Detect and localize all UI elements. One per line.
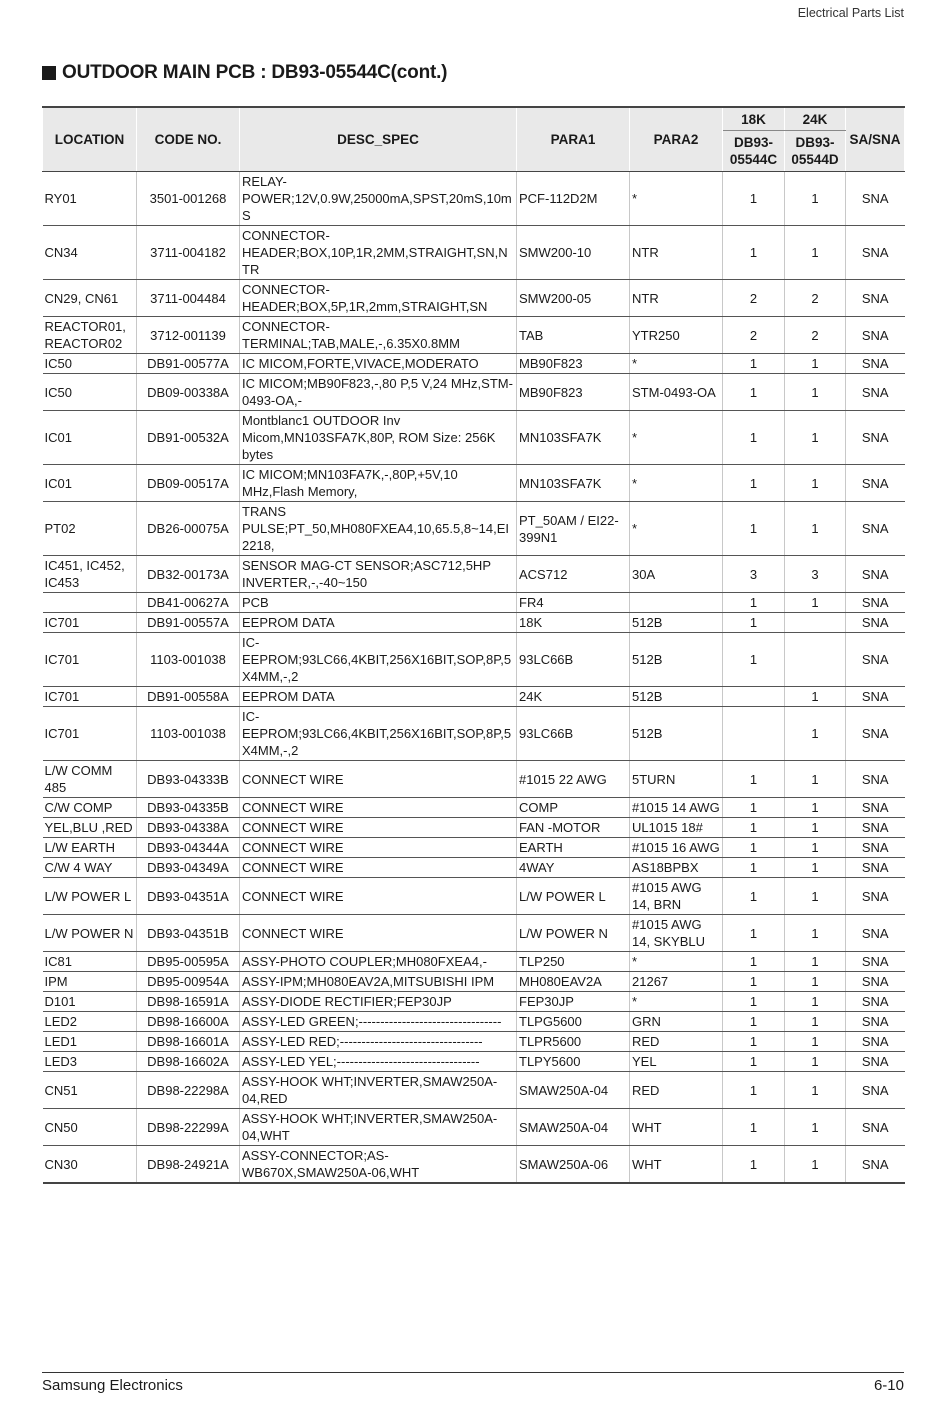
cell-location: IC50 bbox=[43, 374, 137, 411]
cell-location: IC701 bbox=[43, 613, 137, 633]
cell-para1: SMAW250A-04 bbox=[517, 1072, 630, 1109]
column-header-sa-sna: SA/SNA bbox=[846, 107, 905, 172]
cell-code-no: DB26-00075A bbox=[137, 502, 240, 556]
cell-qty-18k: 1 bbox=[723, 502, 785, 556]
cell-desc-spec: CONNECT WIRE bbox=[240, 915, 517, 952]
cell-para2: #1015 AWG 14, BRN bbox=[630, 878, 723, 915]
cell-qty-24k: 2 bbox=[785, 317, 846, 354]
cell-code-no: DB93-04335B bbox=[137, 798, 240, 818]
cell-code-no: DB98-22298A bbox=[137, 1072, 240, 1109]
table-row bbox=[43, 1012, 905, 1032]
column-header-location: LOCATION bbox=[43, 107, 137, 172]
cell-para1: L/W POWER L bbox=[517, 878, 630, 915]
cell-desc-spec: CONNECTOR-HEADER;BOX,10P,1R,2MM,STRAIGHT,SN,NTR bbox=[240, 226, 517, 280]
column-header-para2: PARA2 bbox=[630, 107, 723, 172]
cell-location: L/W POWER N bbox=[43, 915, 137, 952]
cell-desc-spec: IC-EEPROM;93LC66,4KBIT,256X16BIT,SOP,8P,5X4MM,-,2 bbox=[240, 633, 517, 687]
cell-code-no: DB91-00532A bbox=[137, 411, 240, 465]
cell-sa-sna: SNA bbox=[846, 633, 905, 687]
cell-location: YEL,BLU ,RED bbox=[43, 818, 137, 838]
cell-location: LED1 bbox=[43, 1032, 137, 1052]
cell-desc-spec: ASSY-HOOK WHT;INVERTER,SMAW250A-04,WHT bbox=[240, 1109, 517, 1146]
cell-para1: TLPY5600 bbox=[517, 1052, 630, 1072]
cell-qty-24k: 1 bbox=[785, 915, 846, 952]
cell-sa-sna: SNA bbox=[846, 411, 905, 465]
cell-qty-24k: 1 bbox=[785, 992, 846, 1012]
cell-desc-spec: IC-EEPROM;93LC66,4KBIT,256X16BIT,SOP,8P,5X4MM,-,2 bbox=[240, 707, 517, 761]
cell-qty-18k: 1 bbox=[723, 915, 785, 952]
table-row bbox=[43, 465, 905, 502]
cell-qty-18k: 2 bbox=[723, 280, 785, 317]
cell-desc-spec: IC MICOM;MN103FA7K,-,80P,+5V,10 MHz,Flash Memory, bbox=[240, 465, 517, 502]
cell-qty-18k: 1 bbox=[723, 411, 785, 465]
cell-qty-18k: 3 bbox=[723, 556, 785, 593]
cell-desc-spec: ASSY-LED RED;--------------------------------- bbox=[240, 1032, 517, 1052]
cell-desc-spec: CONNECTOR-HEADER;BOX,5P,1R,2mm,STRAIGHT,SN bbox=[240, 280, 517, 317]
cell-para2: #1015 14 AWG bbox=[630, 798, 723, 818]
cell-para1: EARTH bbox=[517, 838, 630, 858]
cell-para2: * bbox=[630, 465, 723, 502]
cell-desc-spec: ASSY-PHOTO COUPLER;MH080FXEA4,- bbox=[240, 952, 517, 972]
table-row bbox=[43, 707, 905, 761]
cell-code-no: DB93-04344A bbox=[137, 838, 240, 858]
cell-code-no: DB41-00627A bbox=[137, 593, 240, 613]
table-row bbox=[43, 1032, 905, 1052]
cell-location: IC01 bbox=[43, 411, 137, 465]
cell-sa-sna: SNA bbox=[846, 687, 905, 707]
cell-code-no: DB98-24921A bbox=[137, 1146, 240, 1184]
cell-qty-18k: 1 bbox=[723, 1109, 785, 1146]
page-title bbox=[42, 62, 447, 84]
cell-qty-24k: 1 bbox=[785, 1012, 846, 1032]
cell-para2: 30A bbox=[630, 556, 723, 593]
cell-sa-sna: SNA bbox=[846, 952, 905, 972]
cell-location: RY01 bbox=[43, 172, 137, 226]
cell-para1: FAN -MOTOR bbox=[517, 818, 630, 838]
cell-qty-24k: 1 bbox=[785, 972, 846, 992]
cell-sa-sna: SNA bbox=[846, 1012, 905, 1032]
cell-qty-18k: 1 bbox=[723, 798, 785, 818]
cell-para1: 93LC66B bbox=[517, 633, 630, 687]
cell-qty-18k: 1 bbox=[723, 354, 785, 374]
cell-para2: * bbox=[630, 952, 723, 972]
cell-para2: 5TURN bbox=[630, 761, 723, 798]
section-label: Electrical Parts List bbox=[797, 6, 904, 20]
cell-desc-spec: CONNECTOR-TERMINAL;TAB,MALE,-,6.35X0.8MM bbox=[240, 317, 517, 354]
table-row bbox=[43, 226, 905, 280]
cell-para1: L/W POWER N bbox=[517, 915, 630, 952]
cell-location: CN30 bbox=[43, 1146, 137, 1184]
cell-code-no: DB09-00338A bbox=[137, 374, 240, 411]
parts-table bbox=[42, 106, 905, 1184]
cell-qty-24k: 1 bbox=[785, 502, 846, 556]
cell-qty-24k bbox=[785, 633, 846, 687]
cell-sa-sna: SNA bbox=[846, 172, 905, 226]
cell-qty-18k: 1 bbox=[723, 1072, 785, 1109]
cell-para1: MN103SFA7K bbox=[517, 411, 630, 465]
cell-sa-sna: SNA bbox=[846, 858, 905, 878]
cell-code-no: 1103-001038 bbox=[137, 707, 240, 761]
cell-code-no: DB93-04338A bbox=[137, 818, 240, 838]
table-row bbox=[43, 172, 905, 226]
cell-qty-18k: 1 bbox=[723, 1146, 785, 1184]
cell-para1: SMAW250A-04 bbox=[517, 1109, 630, 1146]
cell-qty-18k bbox=[723, 707, 785, 761]
cell-sa-sna: SNA bbox=[846, 838, 905, 858]
cell-para1: MB90F823 bbox=[517, 374, 630, 411]
cell-para2: YEL bbox=[630, 1052, 723, 1072]
table-row bbox=[43, 502, 905, 556]
cell-qty-24k: 2 bbox=[785, 280, 846, 317]
cell-code-no: DB91-00577A bbox=[137, 354, 240, 374]
cell-qty-24k: 1 bbox=[785, 1109, 846, 1146]
cell-sa-sna: SNA bbox=[846, 556, 905, 593]
cell-para2: 512B bbox=[630, 633, 723, 687]
cell-qty-18k: 1 bbox=[723, 1012, 785, 1032]
cell-sa-sna: SNA bbox=[846, 226, 905, 280]
cell-sa-sna: SNA bbox=[846, 992, 905, 1012]
column-header-18k-code: DB93-05544C bbox=[723, 131, 785, 172]
cell-para1: TAB bbox=[517, 317, 630, 354]
cell-qty-24k: 1 bbox=[785, 761, 846, 798]
table-row bbox=[43, 952, 905, 972]
table-row bbox=[43, 838, 905, 858]
cell-para2: WHT bbox=[630, 1109, 723, 1146]
cell-location: REACTOR01, REACTOR02 bbox=[43, 317, 137, 354]
cell-para1: 18K bbox=[517, 613, 630, 633]
cell-desc-spec: EEPROM DATA bbox=[240, 613, 517, 633]
cell-code-no: DB91-00557A bbox=[137, 613, 240, 633]
cell-para1: ACS712 bbox=[517, 556, 630, 593]
cell-para1: MN103SFA7K bbox=[517, 465, 630, 502]
cell-para2: * bbox=[630, 354, 723, 374]
cell-qty-18k: 1 bbox=[723, 992, 785, 1012]
table-row bbox=[43, 354, 905, 374]
cell-para1: 4WAY bbox=[517, 858, 630, 878]
cell-para2: WHT bbox=[630, 1146, 723, 1184]
cell-code-no: DB98-16601A bbox=[137, 1032, 240, 1052]
cell-desc-spec: TRANS PULSE;PT_50,MH080FXEA4,10,65.5,8~14,EI2218, bbox=[240, 502, 517, 556]
table-row bbox=[43, 280, 905, 317]
cell-code-no: 3712-001139 bbox=[137, 317, 240, 354]
cell-para2: UL1015 18# bbox=[630, 818, 723, 838]
cell-desc-spec: CONNECT WIRE bbox=[240, 858, 517, 878]
cell-sa-sna: SNA bbox=[846, 593, 905, 613]
cell-qty-24k: 1 bbox=[785, 1146, 846, 1184]
cell-qty-18k: 2 bbox=[723, 317, 785, 354]
cell-qty-24k: 1 bbox=[785, 798, 846, 818]
cell-para2: 512B bbox=[630, 613, 723, 633]
cell-qty-18k: 1 bbox=[723, 613, 785, 633]
cell-qty-24k bbox=[785, 613, 846, 633]
cell-sa-sna: SNA bbox=[846, 502, 905, 556]
cell-location: IC701 bbox=[43, 707, 137, 761]
cell-qty-24k: 1 bbox=[785, 838, 846, 858]
cell-qty-18k: 1 bbox=[723, 633, 785, 687]
table-row bbox=[43, 878, 905, 915]
table-row bbox=[43, 687, 905, 707]
table-row bbox=[43, 613, 905, 633]
cell-qty-24k: 1 bbox=[785, 374, 846, 411]
cell-sa-sna: SNA bbox=[846, 354, 905, 374]
cell-code-no: DB32-00173A bbox=[137, 556, 240, 593]
cell-code-no: DB98-16600A bbox=[137, 1012, 240, 1032]
cell-para2: #1015 16 AWG bbox=[630, 838, 723, 858]
column-header-18k: 18K bbox=[723, 107, 785, 131]
table-row bbox=[43, 992, 905, 1012]
cell-desc-spec: ASSY-DIODE RECTIFIER;FEP30JP bbox=[240, 992, 517, 1012]
cell-code-no: DB93-04351B bbox=[137, 915, 240, 952]
cell-para1: MH080EAV2A bbox=[517, 972, 630, 992]
table-row bbox=[43, 593, 905, 613]
cell-qty-24k: 1 bbox=[785, 818, 846, 838]
table-row bbox=[43, 818, 905, 838]
page-title-text: OUTDOOR MAIN PCB : DB93-05544C(cont.) bbox=[62, 62, 448, 83]
cell-location: IC01 bbox=[43, 465, 137, 502]
cell-para1: PT_50AM / EI22-399N1 bbox=[517, 502, 630, 556]
cell-location: IC50 bbox=[43, 354, 137, 374]
cell-location: CN29, CN61 bbox=[43, 280, 137, 317]
cell-qty-24k: 3 bbox=[785, 556, 846, 593]
cell-location: D101 bbox=[43, 992, 137, 1012]
cell-para2: RED bbox=[630, 1072, 723, 1109]
cell-location: C/W COMP bbox=[43, 798, 137, 818]
cell-desc-spec: CONNECT WIRE bbox=[240, 818, 517, 838]
cell-location: CN51 bbox=[43, 1072, 137, 1109]
table-row bbox=[43, 915, 905, 952]
cell-qty-24k: 1 bbox=[785, 411, 846, 465]
cell-para1: PCF-112D2M bbox=[517, 172, 630, 226]
cell-qty-24k: 1 bbox=[785, 465, 846, 502]
cell-desc-spec: CONNECT WIRE bbox=[240, 878, 517, 915]
cell-qty-24k: 1 bbox=[785, 1072, 846, 1109]
cell-qty-24k: 1 bbox=[785, 707, 846, 761]
cell-sa-sna: SNA bbox=[846, 972, 905, 992]
table-row bbox=[43, 972, 905, 992]
table-row bbox=[43, 1109, 905, 1146]
table-row bbox=[43, 374, 905, 411]
cell-para1: MB90F823 bbox=[517, 354, 630, 374]
cell-qty-18k: 1 bbox=[723, 818, 785, 838]
cell-qty-18k: 1 bbox=[723, 593, 785, 613]
cell-sa-sna: SNA bbox=[846, 374, 905, 411]
cell-sa-sna: SNA bbox=[846, 317, 905, 354]
cell-desc-spec: ASSY-IPM;MH080EAV2A,MITSUBISHI IPM bbox=[240, 972, 517, 992]
cell-code-no: DB95-00595A bbox=[137, 952, 240, 972]
cell-code-no: 1103-001038 bbox=[137, 633, 240, 687]
cell-para2: * bbox=[630, 172, 723, 226]
cell-location: L/W POWER L bbox=[43, 878, 137, 915]
cell-qty-18k bbox=[723, 687, 785, 707]
cell-location: PT02 bbox=[43, 502, 137, 556]
cell-para2 bbox=[630, 593, 723, 613]
cell-sa-sna: SNA bbox=[846, 915, 905, 952]
cell-para1: TLPG5600 bbox=[517, 1012, 630, 1032]
cell-desc-spec: Montblanc1 OUTDOOR Inv Micom,MN103SFA7K,80P, ROM Size: 256K bytes bbox=[240, 411, 517, 465]
cell-sa-sna: SNA bbox=[846, 878, 905, 915]
cell-para2: 21267 bbox=[630, 972, 723, 992]
cell-sa-sna: SNA bbox=[846, 1146, 905, 1184]
cell-sa-sna: SNA bbox=[846, 818, 905, 838]
cell-para2: YTR250 bbox=[630, 317, 723, 354]
cell-location: IC701 bbox=[43, 687, 137, 707]
cell-para2: STM-0493-OA bbox=[630, 374, 723, 411]
cell-qty-18k: 1 bbox=[723, 172, 785, 226]
cell-desc-spec: ASSY-LED YEL;--------------------------------- bbox=[240, 1052, 517, 1072]
cell-para1: FEP30JP bbox=[517, 992, 630, 1012]
cell-qty-18k: 1 bbox=[723, 838, 785, 858]
cell-location: IC451, IC452, IC453 bbox=[43, 556, 137, 593]
table-row bbox=[43, 798, 905, 818]
cell-code-no: DB98-16591A bbox=[137, 992, 240, 1012]
cell-sa-sna: SNA bbox=[846, 280, 905, 317]
cell-sa-sna: SNA bbox=[846, 761, 905, 798]
cell-sa-sna: SNA bbox=[846, 1072, 905, 1109]
cell-location: IC701 bbox=[43, 633, 137, 687]
cell-sa-sna: SNA bbox=[846, 1052, 905, 1072]
cell-desc-spec: IC MICOM,FORTE,VIVACE,MODERATO bbox=[240, 354, 517, 374]
cell-sa-sna: SNA bbox=[846, 613, 905, 633]
cell-sa-sna: SNA bbox=[846, 707, 905, 761]
cell-qty-18k: 1 bbox=[723, 972, 785, 992]
cell-qty-24k: 1 bbox=[785, 354, 846, 374]
cell-code-no: DB93-04333B bbox=[137, 761, 240, 798]
cell-para1: SMW200-05 bbox=[517, 280, 630, 317]
cell-para1: TLPR5600 bbox=[517, 1032, 630, 1052]
cell-para1: #1015 22 AWG bbox=[517, 761, 630, 798]
cell-code-no: 3711-004484 bbox=[137, 280, 240, 317]
cell-para2: * bbox=[630, 502, 723, 556]
cell-code-no: DB98-16602A bbox=[137, 1052, 240, 1072]
cell-qty-24k: 1 bbox=[785, 1032, 846, 1052]
cell-location: IPM bbox=[43, 972, 137, 992]
cell-qty-24k: 1 bbox=[785, 878, 846, 915]
cell-qty-18k: 1 bbox=[723, 952, 785, 972]
cell-desc-spec: CONNECT WIRE bbox=[240, 761, 517, 798]
cell-para1: COMP bbox=[517, 798, 630, 818]
table-row bbox=[43, 556, 905, 593]
cell-para1: SMAW250A-06 bbox=[517, 1146, 630, 1184]
cell-location: L/W EARTH bbox=[43, 838, 137, 858]
cell-qty-24k: 1 bbox=[785, 593, 846, 613]
cell-desc-spec: CONNECT WIRE bbox=[240, 838, 517, 858]
cell-location: L/W COMM 485 bbox=[43, 761, 137, 798]
parts-table-body bbox=[43, 172, 905, 1184]
cell-code-no: DB95-00954A bbox=[137, 972, 240, 992]
cell-qty-18k: 1 bbox=[723, 1052, 785, 1072]
cell-code-no: 3711-004182 bbox=[137, 226, 240, 280]
cell-para2: * bbox=[630, 992, 723, 1012]
table-row bbox=[43, 633, 905, 687]
cell-location bbox=[43, 593, 137, 613]
cell-para1: SMW200-10 bbox=[517, 226, 630, 280]
footer-divider bbox=[42, 1372, 904, 1373]
cell-para2: #1015 AWG 14, SKYBLU bbox=[630, 915, 723, 952]
column-header-para1: PARA1 bbox=[517, 107, 630, 172]
bullet-square-icon bbox=[42, 66, 56, 80]
cell-location: IC81 bbox=[43, 952, 137, 972]
cell-qty-18k: 1 bbox=[723, 465, 785, 502]
table-row bbox=[43, 858, 905, 878]
cell-desc-spec: ASSY-CONNECTOR;AS-WB670X,SMAW250A-06,WHT bbox=[240, 1146, 517, 1184]
cell-location: LED2 bbox=[43, 1012, 137, 1032]
cell-location: C/W 4 WAY bbox=[43, 858, 137, 878]
cell-para2: NTR bbox=[630, 226, 723, 280]
cell-qty-24k: 1 bbox=[785, 687, 846, 707]
table-row bbox=[43, 1052, 905, 1072]
footer-page-number: 6-10 bbox=[873, 1377, 904, 1394]
cell-para2: 512B bbox=[630, 707, 723, 761]
cell-desc-spec: RELAY-POWER;12V,0.9W,25000mA,SPST,20mS,10mS bbox=[240, 172, 517, 226]
table-row bbox=[43, 761, 905, 798]
cell-code-no: DB91-00558A bbox=[137, 687, 240, 707]
column-header-code-no: CODE NO. bbox=[137, 107, 240, 172]
cell-desc-spec: IC MICOM;MB90F823,-,80 P,5 V,24 MHz,STM-0493-OA,- bbox=[240, 374, 517, 411]
cell-qty-18k: 1 bbox=[723, 374, 785, 411]
cell-sa-sna: SNA bbox=[846, 1032, 905, 1052]
cell-location: CN34 bbox=[43, 226, 137, 280]
table-row bbox=[43, 317, 905, 354]
cell-qty-18k: 1 bbox=[723, 761, 785, 798]
column-header-desc-spec: DESC_SPEC bbox=[240, 107, 517, 172]
table-row bbox=[43, 1072, 905, 1109]
cell-code-no: DB93-04351A bbox=[137, 878, 240, 915]
table-row bbox=[43, 1146, 905, 1184]
cell-para2: RED bbox=[630, 1032, 723, 1052]
cell-para1: TLP250 bbox=[517, 952, 630, 972]
cell-code-no: DB09-00517A bbox=[137, 465, 240, 502]
cell-code-no: 3501-001268 bbox=[137, 172, 240, 226]
cell-desc-spec: SENSOR MAG-CT SENSOR;ASC712,5HP INVERTER,-,-40~150 bbox=[240, 556, 517, 593]
cell-para1: FR4 bbox=[517, 593, 630, 613]
cell-qty-24k: 1 bbox=[785, 858, 846, 878]
cell-qty-18k: 1 bbox=[723, 878, 785, 915]
cell-sa-sna: SNA bbox=[846, 798, 905, 818]
cell-para2: NTR bbox=[630, 280, 723, 317]
column-header-24k-code: DB93-05544D bbox=[785, 131, 846, 172]
cell-desc-spec: CONNECT WIRE bbox=[240, 798, 517, 818]
cell-desc-spec: PCB bbox=[240, 593, 517, 613]
cell-sa-sna: SNA bbox=[846, 1109, 905, 1146]
cell-qty-24k: 1 bbox=[785, 172, 846, 226]
cell-desc-spec: ASSY-HOOK WHT;INVERTER,SMAW250A-04,RED bbox=[240, 1072, 517, 1109]
cell-para2: * bbox=[630, 411, 723, 465]
cell-desc-spec: EEPROM DATA bbox=[240, 687, 517, 707]
cell-para1: 24K bbox=[517, 687, 630, 707]
cell-code-no: DB98-22299A bbox=[137, 1109, 240, 1146]
cell-qty-18k: 1 bbox=[723, 226, 785, 280]
cell-para2: AS18BPBX bbox=[630, 858, 723, 878]
cell-sa-sna: SNA bbox=[846, 465, 905, 502]
cell-para1: 93LC66B bbox=[517, 707, 630, 761]
cell-qty-24k: 1 bbox=[785, 952, 846, 972]
cell-code-no: DB93-04349A bbox=[137, 858, 240, 878]
cell-location: LED3 bbox=[43, 1052, 137, 1072]
footer-company: Samsung Electronics bbox=[42, 1377, 183, 1394]
cell-qty-18k: 1 bbox=[723, 1032, 785, 1052]
cell-qty-24k: 1 bbox=[785, 1052, 846, 1072]
cell-para2: GRN bbox=[630, 1012, 723, 1032]
cell-para2: 512B bbox=[630, 687, 723, 707]
column-header-24k: 24K bbox=[785, 107, 846, 131]
cell-location: CN50 bbox=[43, 1109, 137, 1146]
cell-qty-24k: 1 bbox=[785, 226, 846, 280]
cell-desc-spec: ASSY-LED GREEN;--------------------------------- bbox=[240, 1012, 517, 1032]
cell-qty-18k: 1 bbox=[723, 858, 785, 878]
table-row bbox=[43, 411, 905, 465]
